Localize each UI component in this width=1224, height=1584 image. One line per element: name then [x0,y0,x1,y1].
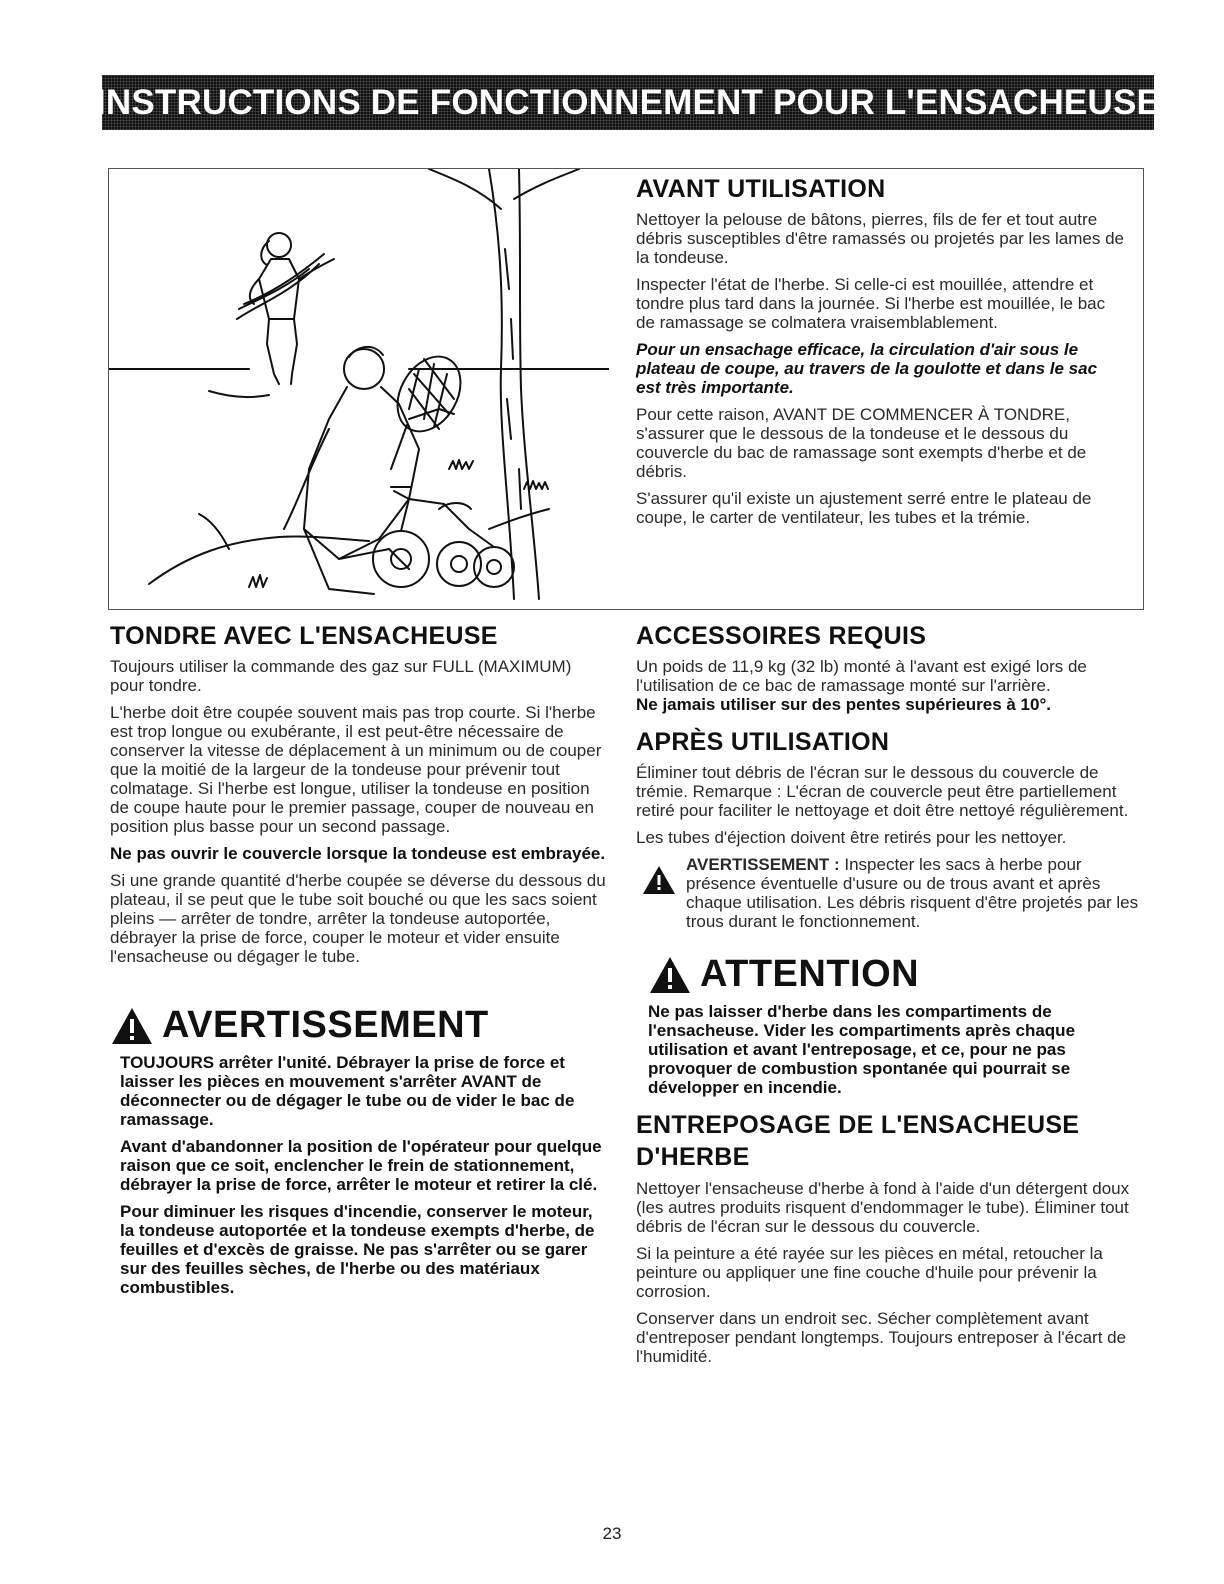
attention-heading-row [636,953,1146,996]
warning-triangle-icon [642,865,676,895]
avant-utilisation-section [636,175,1126,535]
apres-warning-label: AVERTISSEMENT : [686,855,840,874]
tondre-paragraph-1: Toujours utiliser la commande des gaz sur FULL (MAXIMUM) pour tondre. [110,657,572,695]
entreposage-paragraph-1: Nettoyer l'ensacheuse d'herbe à fond à l'aide d'un détergent doux (les autres produits risquent d'endommager le tube). Éliminer tout débris de l'écran sur le dessous du couvercle. [636,1179,1130,1236]
avant-paragraph-1: Nettoyer la pelouse de bâtons, pierres, fils de fer et tout autre débris susceptibles d'être ramassés ou projetés par les lames de la tondeuse. [636,210,1124,267]
tondre-paragraph-2: L'herbe doit être coupée souvent mais pas trop courte. Si l'herbe est trop longue ou exubérante, il est peut-être nécessaire de conserver la vitesse de déplacement à un minimum ou de couper que la moitié de la largeur de la tondeuse pour prévenir tout colmatage. Si l'herbe est longue, utiliser la tondeuse en position de coupe haute pour le premier passage, couper de nouveau en position plus basse pour un second passage. [110,703,602,836]
avant-utilisation-heading: AVANT UTILISATION [636,175,886,203]
left-column [110,622,610,1305]
apres-paragraph-2: Les tubes d'éjection doivent être retirés pour les nettoyer. [636,828,1067,847]
tondre-bold-paragraph: Ne pas ouvrir le couvercle lorsque la tondeuse est embrayée. [110,844,606,863]
attention-paragraph: Ne pas laisser d'herbe dans les compartiments de l'ensacheuse. Vider les compartiments après chaque utilisation et avant l'entreposage, et ce, pour ne pas provoquer de combustion spontanée qui pourrait se développer en incendie. [648,1002,1076,1097]
avertissement-paragraph-1: TOUJOURS arrêter l'unité. Débrayer la prise de force et laisser les pièces en mouvement s'arrêter AVANT de déconnecter ou de dégager le tube ou de vider le bac de ramassage. [120,1053,575,1129]
entreposage-paragraph-3: Conserver dans un endroit sec. Sécher complètement avant d'entreposer pendant longtemps. Toujours entreposer à l'écart de l'humidité. [636,1309,1127,1366]
avant-emphasis-paragraph: Pour un ensachage efficace, la circulation d'air sous le plateau de coupe, au travers de la goulotte et dans le sac est très importante. [636,340,1098,397]
warning-triangle-icon [110,1006,154,1046]
page-title: INSTRUCTIONS DE FONCTIONNEMENT POUR L'ENSACHEUSE [95,82,1161,122]
right-column [636,622,1146,1374]
tondre-paragraph-4: Si une grande quantité d'herbe coupée se déverse du dessous du plateau, il se peut que le tube soit bouché ou que les sacs soient pleins — arrêter de tondre, arrêter la tondeuse autoportée, débrayer la prise de force, couper le moteur et vider ensuite l'ensacheuse ou dégager le tube. [110,871,606,966]
intro-box [108,168,1144,610]
entreposage-heading: ENTREPOSAGE DE L'ENSACHEUSE D'HERBE [636,1111,1080,1171]
entreposage-paragraph-2: Si la peinture a été rayée sur les pièces en métal, retoucher la peinture ou appliquer une fine couche d'huile pour prévenir la corrosion. [636,1244,1103,1301]
apres-paragraph-1: Éliminer tout débris de l'écran sur le dessous du couvercle de trémie. Remarque : L'écran de couvercle peut être partiellement retiré pour faciliter le nettoyage et doit être nettoyé régulièrement. [636,763,1129,820]
avant-paragraph-2: Inspecter l'état de l'herbe. Si celle-ci est mouillée, attendre et tondre plus tard dans la journée. Si l'herbe est mouillée, le bac de ramassage se colmatera vraisemblablement. [636,275,1106,332]
apres-warning [636,855,1146,931]
avant-paragraph-5: S'assurer qu'il existe un ajustement serré entre le plateau de coupe, le carter de ventilateur, les tubes et la trémie. [636,489,1092,527]
accessoires-heading: ACCESSOIRES REQUIS [636,622,927,650]
accessoires-paragraph: Un poids de 11,9 kg (32 lb) monté à l'avant est exigé lors de l'utilisation de ce bac de ramassage monté sur l'arrière. [636,657,1087,695]
tondre-heading: TONDRE AVEC L'ENSACHEUSE [110,622,498,650]
page-number: 23 [602,1524,622,1543]
avertissement-heading: AVERTISSEMENT [162,1004,489,1046]
avertissement-paragraph-2: Avant d'abandonner la position de l'opérateur pour quelque raison que ce soit, enclencher le frein de stationnement, débrayer la prise de force, arrêter le moteur et retirer la clé. [120,1137,602,1194]
apres-warning-text: Inspecter les sacs à herbe pour présence éventuelle d'usure ou de trous avant et après chaque utilisation. Les débris risquent d'être projetés par les trous durant le fonctionnement. [686,855,1139,931]
accessoires-bold-paragraph: Ne jamais utiliser sur des pentes supérieures à 10°. [636,695,1051,714]
apres-heading: APRÈS UTILISATION [636,728,890,756]
title-banner [95,75,1161,130]
attention-heading: ATTENTION [700,953,920,995]
avertissement-heading-row [110,1004,610,1047]
avant-paragraph-4: Pour cette raison, AVANT DE COMMENCER À TONDRE, s'assurer que le dessous de la tondeuse et le dessous du couvercle du bac de ramassage sont exempts d'herbe et de débris. [636,405,1087,481]
yard-cleanup-illustration [109,169,609,609]
avertissement-paragraph-3: Pour diminuer les risques d'incendie, conserver le moteur, la tondeuse autoportée et la tondeuse exempts d'herbe, de feuilles et d'excès de graisse. Ne pas s'arrêter ou se garer sur des feuilles sèches, de l'herbe ou des matériaux combustibles. [120,1202,595,1297]
warning-triangle-icon [648,955,692,995]
